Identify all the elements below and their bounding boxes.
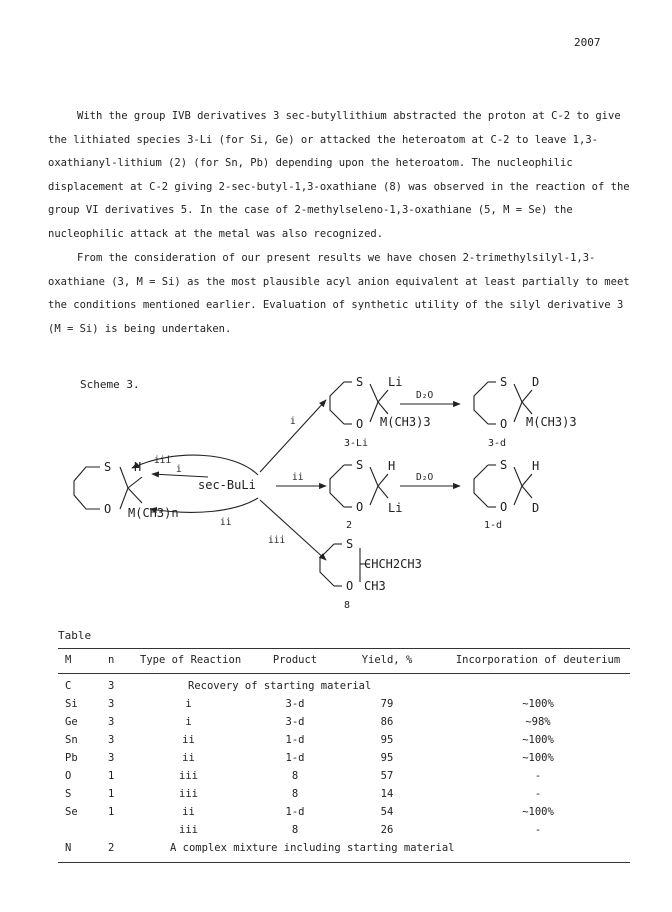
substituent-top: D <box>532 375 540 389</box>
table-row <box>58 806 630 826</box>
cell-n: 3 <box>108 680 115 692</box>
cell-type: iii <box>179 770 198 782</box>
paragraph-1-text: With the group IVB derivatives 3 sec-butyllithium abstracted the proton at C-2 to give the lithiated species 3-Li (for Si, Ge) or attacked the heteroatom at C-2 to leave 1,3-oxathianyl-lithium (2) (for Sn, Pb) depending upon the heteroatom. The nucleophilic displacement at C-2 giving 2-sec-butyl-1,3-oxathiane (8) was observed in the reaction of the group VI derivatives 5. In the case of 2-methylseleno-1,3-oxathiane (5, M = Se) the nucleophilic attack at the metal was also recognized. <box>48 110 630 240</box>
cell-incorporation: ~100% <box>522 806 554 818</box>
cell-yield: 95 <box>380 734 394 746</box>
label-iii: iii <box>268 535 286 546</box>
cell-incorporation: ~100% <box>522 752 554 764</box>
atom-s: S <box>500 458 508 472</box>
cell-yield: 86 <box>380 716 394 728</box>
compound-label-8: 8 <box>344 600 351 611</box>
start-bond-m <box>128 488 142 503</box>
cell-m: S <box>65 788 72 800</box>
cell-m: C <box>65 680 72 692</box>
header-incorporation: Incorporation of deuterium <box>455 654 621 666</box>
cell-type: ii <box>182 806 195 818</box>
substituent-bottom: Li <box>388 501 403 515</box>
ring-1d <box>474 465 488 507</box>
table-row <box>58 770 630 790</box>
atom-s: S <box>346 537 354 551</box>
atom-s: S <box>500 375 508 389</box>
cell-product: 1-d <box>285 752 305 764</box>
start-ring <box>74 467 100 509</box>
cell-m: Ge <box>65 716 78 728</box>
d2o-top: D₂O <box>416 390 434 401</box>
cell-yield: 57 <box>380 770 394 782</box>
cell-yield: 26 <box>380 824 394 836</box>
compound-label-1d: 1-d <box>484 520 503 531</box>
cell-n: 1 <box>108 770 115 782</box>
substituent-top: Li <box>388 375 403 389</box>
ring-3li <box>330 382 344 424</box>
table-rule-header <box>58 673 630 674</box>
substituent-top: H <box>388 459 396 473</box>
cell-m: Se <box>65 806 78 818</box>
atom-s: S <box>356 458 364 472</box>
cell-product: 1-d <box>285 734 305 746</box>
cell-incorporation: ~98% <box>525 716 551 728</box>
cell-type: iii <box>179 788 198 800</box>
compound-label-3li: 3-Li <box>344 438 369 449</box>
cell-product: 3-d <box>285 716 305 728</box>
start-h: H <box>134 460 142 474</box>
cell-span: A complex mixture including starting material <box>170 842 455 854</box>
start-bond-h <box>128 477 142 488</box>
header-product: Product <box>272 654 318 666</box>
header-m: M <box>65 654 72 666</box>
cell-n: 1 <box>108 788 115 800</box>
start-bond-o <box>120 488 128 509</box>
cell-product: 1-d <box>285 806 305 818</box>
table-label: Table <box>58 629 92 642</box>
cell-incorporation: - <box>534 824 542 836</box>
reagent-label: sec-BuLi <box>198 478 256 492</box>
ring-2 <box>330 465 344 507</box>
header-type: Type of Reaction <box>140 654 242 666</box>
paragraph-2-text: From the consideration of our present results we have chosen 2-trimethylsilyl-1,3-oxathiane (3, M = Si) as the most plausible acyl anion equivalent at least partially to meet the conditions mentioned earlier. Evaluation of synthetic utility of the silyl derivative 3 (M = Si) is being undertaken. <box>48 252 630 335</box>
cell-incorporation: ~100% <box>522 698 554 710</box>
label-ii: ii <box>292 472 304 483</box>
cell-product: 8 <box>291 788 299 800</box>
substituent-bottom: D <box>532 501 540 515</box>
table-row <box>58 734 630 754</box>
cell-n: 3 <box>108 734 115 746</box>
cell-incorporation: ~100% <box>522 734 554 746</box>
ring-8 <box>320 544 334 586</box>
cell-type: ii <box>182 734 195 746</box>
cell-m: O <box>65 770 72 782</box>
substituent-methyl: CH3 <box>364 579 386 593</box>
d2o-mid: D₂O <box>416 472 434 483</box>
cell-yield: 54 <box>380 806 394 818</box>
scheme-label: Scheme 3. <box>80 378 140 391</box>
atom-o: O <box>500 500 508 514</box>
cell-m: Sn <box>65 734 78 746</box>
cell-incorporation: - <box>534 788 542 800</box>
cell-n: 3 <box>108 752 115 764</box>
cell-type: i <box>185 698 192 710</box>
cell-n: 3 <box>108 698 115 710</box>
label-i: i <box>290 416 296 427</box>
substituent-bottom: M(CH3)3 <box>526 415 577 429</box>
start-o: O <box>104 502 112 516</box>
cell-m: N <box>65 842 72 854</box>
page-number: 2007 <box>574 36 601 49</box>
table-row <box>58 788 630 808</box>
atom-o: O <box>500 417 508 431</box>
table-rule-top <box>58 648 630 649</box>
table-row <box>58 698 630 718</box>
paragraph-2 <box>48 247 638 341</box>
reaction-scheme <box>0 360 672 625</box>
cell-type: i <box>185 716 192 728</box>
table-row <box>58 752 630 772</box>
cell-yield: 95 <box>380 752 394 764</box>
label-i-curve: i <box>176 464 182 475</box>
cell-product: 8 <box>291 770 299 782</box>
cell-incorporation: - <box>534 770 542 782</box>
atom-o: O <box>346 579 354 593</box>
start-bond-s <box>120 467 128 488</box>
header-n: n <box>108 654 115 666</box>
label-iii-curve: iii <box>154 455 172 466</box>
cell-n: 1 <box>108 806 115 818</box>
table-row <box>58 680 630 700</box>
start-substituent: M(CH3)n <box>128 506 179 520</box>
cell-m: Si <box>65 698 78 710</box>
arrow-iii <box>132 455 258 475</box>
cell-span: Recovery of starting material <box>188 680 372 692</box>
table-row <box>58 824 630 844</box>
cell-yield: 79 <box>380 698 394 710</box>
atom-s: S <box>356 375 364 389</box>
cell-n: 2 <box>108 842 115 854</box>
table-header-row <box>58 654 630 674</box>
start-s: S <box>104 460 112 474</box>
label-ii-curve: ii <box>220 517 232 528</box>
atom-o: O <box>356 417 364 431</box>
substituent-bottom: M(CH3)3 <box>380 415 431 429</box>
cell-yield: 14 <box>380 788 394 800</box>
cell-product: 3-d <box>285 698 305 710</box>
atom-o: O <box>356 500 364 514</box>
arrow-to-8 <box>260 500 326 560</box>
table-row <box>58 716 630 736</box>
cell-type: ii <box>182 752 195 764</box>
table-row <box>58 842 630 862</box>
arrow-to-3li <box>260 400 326 472</box>
table-rule-bottom <box>58 862 630 863</box>
cell-product: 8 <box>291 824 299 836</box>
substituent-chain: CHCH2CH3 <box>364 557 422 571</box>
paragraph-1 <box>48 105 638 247</box>
cell-type: iii <box>179 824 198 836</box>
compound-label-2: 2 <box>346 520 353 531</box>
compound-label-3d: 3-d <box>488 438 507 449</box>
ring-3d <box>474 382 488 424</box>
header-yield: Yield, % <box>361 654 413 666</box>
cell-m: Pb <box>65 752 78 764</box>
substituent-top: H <box>532 459 540 473</box>
cell-n: 3 <box>108 716 115 728</box>
